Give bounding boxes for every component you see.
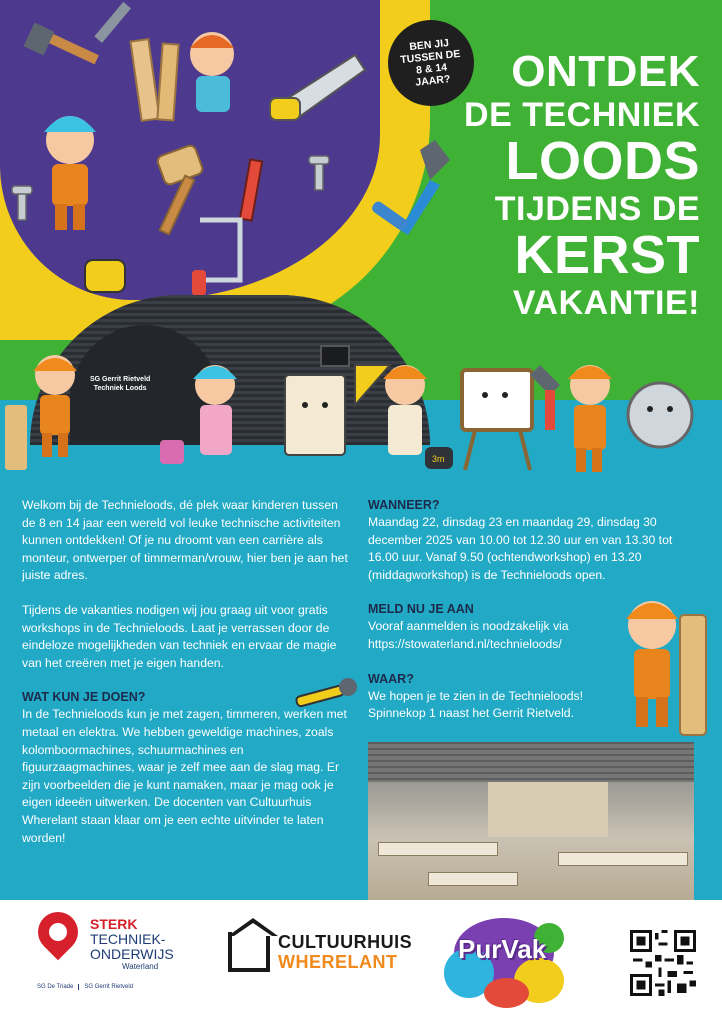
photo-workbench-3 [428,872,518,886]
adjustable-wrench-icon [296,678,357,707]
headline-line1: ONTDEK [511,47,700,96]
tape-measure-character [425,447,453,469]
signup-text: Vooraf aanmelden is noodzakelijk via [368,619,569,634]
sterk-schools [32,984,138,990]
signup-section [368,601,618,653]
saw-icon [270,55,365,120]
cultuurhuis-wherelant-logo [228,928,413,978]
headline [390,47,700,322]
wood-board-icon [5,405,27,470]
pliers-character [530,365,560,430]
coping-saw-icon [192,220,240,296]
pencil-icon [240,159,262,220]
when-heading: WANNEER? [368,498,440,512]
school-2: SG Gerrit Rietveld [78,984,138,990]
location-pin-icon [30,904,87,961]
sterk-line2: ONDERWIJS [90,946,174,962]
wrench-illustration [290,675,360,715]
where-line2: Spinnekop 1 naast het Gerrit Rietveld. [368,706,574,721]
cultuurhuis-line1: CULTUURHUIS [278,932,413,952]
where-line1: We hopen je te zien in de Technieloods! [368,688,584,703]
purvak-text: PurVak [458,934,547,964]
building-sign-line2: Techniek Loods [93,385,147,392]
intro-paragraph-2: Tijdens de vakanties nodigen wij jou graag uit voor gratis workshops in de Technieloods. Laat je verrassen door de eindeloze mogelijkheden van techniek en ervaar de magie van het creëren met je eigen handen. [22,602,337,670]
workshop-photo [368,742,694,900]
photo-workbench [378,842,498,856]
intro-paragraph-1: Welkom bij de Technieloods, dé plek waar kinderen tussen de 8 en 14 jaar een wereld vol leuke technische activiteiten kunnen ontdekken! Of je nu droomt van een carrière als monteur, ontwerper of timmerman/vrouw, hier ben je aan het juiste adres. [22,498,348,583]
age-badge-text: BEN JIJ TUSSEN DE 8 & 14 JAAR? [399,37,461,89]
wood-plank-icon-2 [680,615,706,735]
mallet-icon [156,144,204,234]
sterk-techniekonderwijs-logo [32,912,202,1002]
easel-character [462,370,532,470]
tape-measure-icon [85,260,125,292]
signup-heading: MELD NU JE AAN [368,602,474,617]
child-worker-figure [44,116,96,230]
sterk-title: STERK [90,916,138,932]
sterk-subtitle [90,932,174,962]
headline-line2: DE TECHNIEK [464,96,700,134]
qr-code[interactable] [630,930,696,996]
headline-line4: TIJDENS DE [494,190,700,228]
sterk-line1: TECHNIEK- [90,931,166,947]
wrench-icon [94,2,131,43]
cultuurhuis-line2: WHERELANT [278,952,398,972]
headline-line3: LOODS [505,131,700,191]
school-1: SG De Triade [37,984,74,990]
saw-blade-character [628,383,692,447]
headline-line6: VAKANTIE! [512,284,700,322]
headline-line5: KERST [514,225,700,285]
blueprint-character [285,375,345,455]
house-icon [228,932,270,972]
sterk-region: Waterland [122,962,159,971]
building-sign-line1: SG Gerrit Rietveld [90,376,151,383]
screw-icon-2 [12,186,32,220]
when-section [368,497,708,584]
child-with-plank-illustration [610,585,720,740]
set-square-icon [355,365,390,405]
what-text: In de Technieloods kun je met zagen, timmeren, werken met metaal en elektra. We hebben geweldige machines, zoals kolomboormachines, schuurmachines en figuurzaagmachines, waar je zelf mee aan de slag mag. Er zijn voorbeelden die je kunt namaken, maar je mag ook je eigen ideeën uitwerken. De docenten van Cultuurhuis Wherelant staan klaar om je een echte uitvinder te laten worden! [22,707,347,845]
what-heading: WAT KUN JE DOEN? [22,690,146,705]
child-figure-girl [160,365,237,464]
screw-icon [309,156,329,190]
child-worker-figure-2 [190,32,234,112]
tape-measure-label: 3m [432,454,445,464]
hammer-icon [24,23,99,65]
child-figure-middle [383,365,427,455]
tools-illustration [0,0,380,300]
child-figure-left [33,355,77,457]
characters-row [0,345,722,485]
photo-ceiling [368,742,694,782]
when-text: Maandag 22, dinsdag 23 en maandag 29, dinsdag 30 december 2025 van 10.00 tot 12.30 uur en van 13.30 tot 16.00 uur. Vanaf 9.50 (ochtendworkshop) en 13.20 (middagworkshop) is de Technieloods open. [368,515,673,582]
photo-workbench-2 [558,852,688,866]
child-figure-right [568,365,612,472]
wood-plank-icon [131,39,179,121]
qr-code-icon [630,930,696,996]
signup-link[interactable]: https://stowaterland.nl/technieloods/ [368,636,562,651]
where-section [368,671,618,723]
photo-wall [488,782,608,837]
purvak-logo [444,908,574,1008]
where-heading: WAAR? [368,671,414,686]
